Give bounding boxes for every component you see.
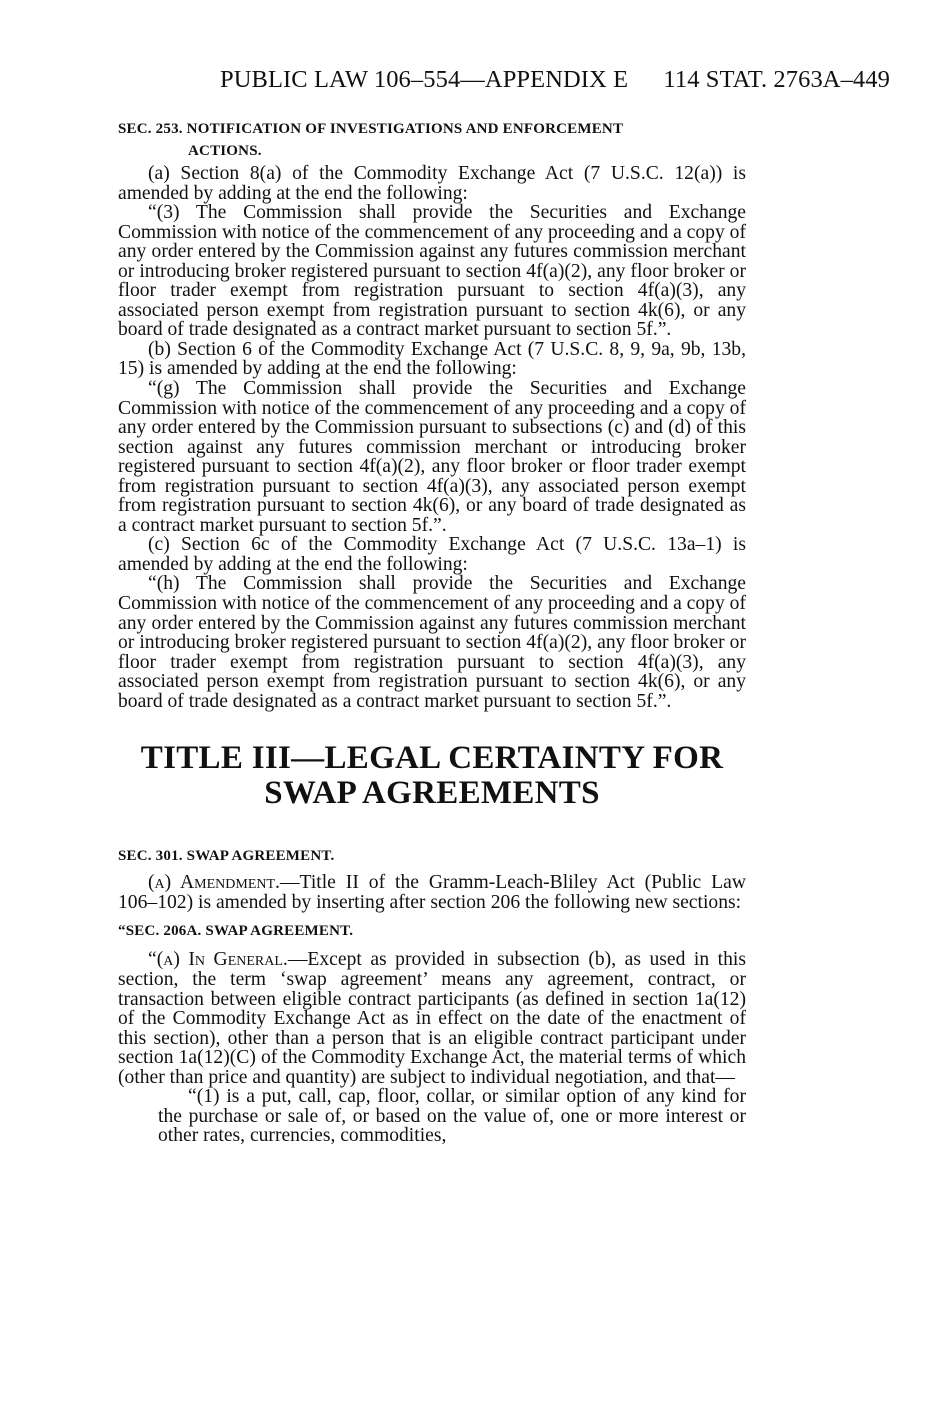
sec-206a-a-text: —Except as provided in subsection (b), as used in this section, the term ‘swap agreement’ means any agreement, contract, or transaction between eligible contract participants (as defined in section 1a(12) of the Commodity Exchange Act as in effect on the date of the enactment of this section), other than a person that is an eligible contract participant under section 1a(12)(C) of the Commodity Exchange Act, the material terms of which (other than price and quantity) are subject to individual negotiation, and that— [118, 949, 746, 1088]
sec-253-a-quote: “(3) The Commission shall provide the Securities and Exchange Commission with notice of the commencement of any proceeding and a copy of any order entered by the Commission against any futures commission merchant or introducing broker registered pursuant to section 4f(a)(2), any floor broker or floor trader exempt from registration pursuant to section 4f(a)(3), any associated person exempt from registration pursuant to section 4k(6), or any board of trade designated as a contract market pursuant to section 5f.”. [118, 202, 746, 341]
running-header [220, 66, 890, 94]
sec-206a-a [118, 950, 746, 1087]
title-3-line-2: SWAP AGREEMENTS [264, 775, 600, 812]
sec-253-b-quote: “(g) The Commission shall provide the Securities and Exchange Commission with notice of the commencement of any proceeding and a copy of any order entered by the Commission pursuant to subsections (c) and (d) of this section against any futures commission merchant or introducing broker registered pursuant to section 4f(a)(2), any floor broker or floor trader exempt from registration pursuant to section 4f(a)(3), any associated person exempt from registration pursuant to section 4k(6), or any board of trade designated as a contract market pursuant to section 5f.”. [118, 378, 746, 536]
sec-253-a: (a) Section 8(a) of the Commodity Exchange Act (7 U.S.C. 12(a)) is amended by adding at the end the following: [118, 163, 746, 204]
sec-301-a [118, 873, 746, 912]
sec-253-heading: SEC. 253. NOTIFICATION OF INVESTIGATIONS AND ENFORCEMENT ACTIONS. [118, 121, 624, 159]
sec-206a-a-1: “(1) is a put, call, cap, floor, collar, or similar option of any kind for the purchase or sale of, or based on the value of, one or more interest or other rates, currencies, commodities, [158, 1086, 746, 1147]
sec-206a-heading: “SEC. 206A. SWAP AGREEMENT. [118, 923, 354, 940]
header-law-citation: PUBLIC LAW 106–554—APPENDIX E [220, 66, 629, 93]
header-stat-page: 114 STAT. 2763A–449 [663, 66, 890, 93]
sec-253-b: (b) Section 6 of the Commodity Exchange Act (7 U.S.C. 8, 9, 9a, 9b, 13b, 15) is amended by adding at the end the following: [118, 338, 746, 380]
sec-301-a-lead: (a) Amendment. [148, 872, 280, 894]
sec-206a-a-lead: “(a) In General. [148, 949, 288, 971]
page-body [118, 118, 746, 1146]
title-3-line-1: TITLE III—LEGAL CERTAINTY FOR [140, 740, 724, 777]
sec-301-a-text: —Title II of the Gramm-Leach-Bliley Act (Public Law 106–102) is amended by inserting after section 206 the following new sections: [118, 872, 746, 913]
sec-253-c: (c) Section 6c of the Commodity Exchange Act (7 U.S.C. 13a–1) is amended by adding at the end the following: [118, 534, 746, 575]
title-3-heading [118, 741, 746, 811]
sec-301-heading: SEC. 301. SWAP AGREEMENT. [118, 848, 335, 865]
sec-253-c-quote: “(h) The Commission shall provide the Securities and Exchange Commission with notice of the commencement of any proceeding and a copy of any order entered by the Commission against any futures commission merchant or introducing broker registered pursuant to section 4f(a)(2), any floor broker or floor trader exempt from registration pursuant to section 4f(a)(3), any associated person exempt from registration pursuant to section 4k(6), or any board of trade designated as a contract market pursuant to section 5f.”. [118, 573, 746, 712]
